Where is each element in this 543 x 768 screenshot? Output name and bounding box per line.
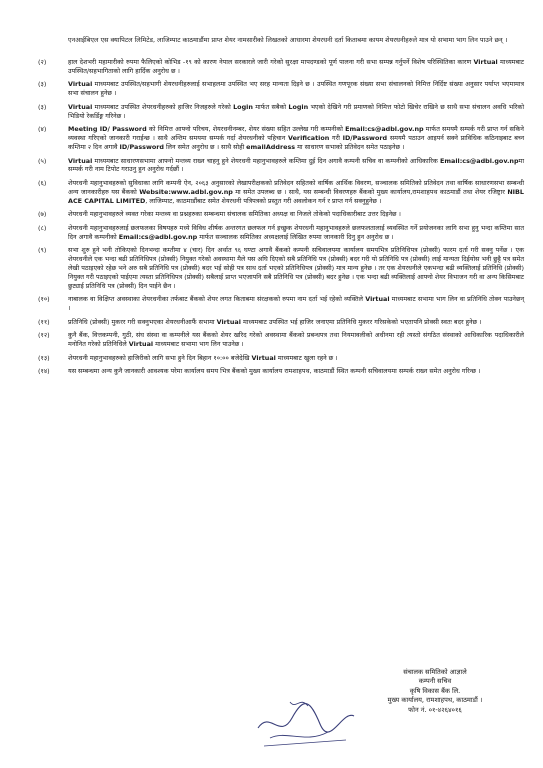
item-text: यस सम्बन्धमा अन्य कुनै जानकारी आवश्यक परेमा कार्यालय समय भित्र बैंकको मुख्य कार्यालय रामशाहपथ, काठमाडौं स्थित कम्पनी सचिवालयमा सम्पर्क राख्न समेत अनुरोध गरिन्छ । xyxy=(68,367,481,376)
list-item xyxy=(36,210,524,219)
item-number: (३) xyxy=(38,102,47,111)
footer-signatory xyxy=(360,668,510,715)
list-item xyxy=(36,103,524,121)
item-number: (५) xyxy=(38,156,47,165)
list-item xyxy=(36,295,524,313)
item-number: (१४) xyxy=(38,367,50,376)
list-item xyxy=(36,318,524,327)
item-text: शेयरधनी महानुभावहरुलाई छलफलका विषयहरु मध्ये विविध शीर्षक अन्तरगत छलफल गर्न इच्छुक शेयरधनी महानुभावहरुले छलफलतालाई व्यवस्थित गर्ने प्रयोजनका लागि सभा हुनु भन्दा कम्तिमा सात दिन अगावै कम्पनीको Email:cs@adbl.gov.np मार्फत सञ्चालक समितिका अध्यक्षलाई लिखित रुपमा जानकारी दिनु हुन अनुरोध छ । xyxy=(68,223,524,241)
item-number: (१०) xyxy=(38,295,50,304)
notice-items-list xyxy=(36,58,524,381)
list-item xyxy=(36,58,524,76)
item-text: हाल देशभरी महामारीको रुपमा फैलिएको कोभिड -१९ को कारण नेपाल सरकारले जारी गरेको सुरक्षा मापदण्डको पूर्ण पालना गरी सभा सम्पन्न गर्नुपर्ने विशेष परिस्थितिका कारण Virtual माध्यमबाट उपस्थित/सहभागिताको लागि हार्दिक अनुरोध छ । xyxy=(68,58,524,75)
item-text: प्रतिनिधि (प्रोक्सी) मुकरर गरी सक्नुभएका शेयरधनीआफैं सभामा Virtual माध्यमबाट उपस्थित भई हाजिर जनाएमा प्रतिनिधि मुकरर गरिसकेको भएतापनि प्रोक्सी स्वतः बदर हुनेछ । xyxy=(68,317,482,326)
item-number: (४) xyxy=(38,125,47,134)
list-item xyxy=(36,179,524,206)
footer-line: संचालक समितिको आज्ञाले xyxy=(403,668,467,676)
list-item xyxy=(36,125,524,152)
item-text: Virtual माध्यमबाट साधारणसभामा आफ्नो मन्तव्य राख्न चाहनु हुने शेयरधनी महानुभावहरुले कम्तिमा दुई दिन अगावै कम्पनी सचिव वा कम्पनीको आधिकारिक Email:cs@adbl.gov.npमा सम्पर्क गरी नाम टिपोट गराउनु हुन अनुरोध गर्दछौं । xyxy=(68,156,524,174)
list-item xyxy=(36,157,524,175)
footer-line: मुख्य कार्यालय, रामशाहपथ, काठमाडौं । xyxy=(387,696,483,705)
item-text: Meeting ID/ Password को निमित्त आफ्नो परिचय, शेयरधनीनम्बर, शेयर संख्या सहित उल्लेख गरी कम्पनीको Email:cs@adbl.gov.np मार्फत समयमै सम्पर्क गरी प्राप्त गर्न सकिने व्यवस्था गरिएको जानकारी गराईन्छ । साथै अन्तिम समयमा सम्पर्क गर्दा शेयरधनीको पहिचान Verification गरी ID/Password समयमै पठाउन आइपर्न सक्ने प्राविधिक कठिनाइबाट बच्न कम्तिमा २ दिन अगावै ID/Password लिन समेत अनुरोध छ । साथै सोही emailAddress मा साधारण सभाको प्रतिवेदन समेत पठाइनेछ । xyxy=(68,125,524,152)
item-text: शेयरधनी महानुभावहरुको हाजिरीको लागि सभा हुने दिन बिहान १०:०० बजेदेखि Virtual माध्यमबाट खुला रहने छ । xyxy=(68,353,338,362)
item-text: Virtual माध्यमबाट उपस्थित/सहभागी शेयरधनीहरुलाई सभाहलमा उपस्थित भए सरह मान्यता दिइने छ । उपस्थित गणपूरक संख्या सभा संचालनको निमित्त निर्दिष्ट संख्या अनुसार पर्याप्त भएमामात्र सभा संचालन हुनेछ । xyxy=(68,80,524,98)
item-text: शेयरधनी महानुभावहरुको सुविधाका लागि कम्पनी ऐन, २०६३ अनुसारको लेखापरीक्षकको प्रतिवेदन सहितको वार्षिक आर्थिक विवरण, सञ्चालक समितिको प्रतिवेदन तथा वार्षिक साधारणसभा सम्बन्धी अन्य जानकारीहरु यस बैंकको Website:www.adbl.gov.np मा समेत उपलब्ध छ । साथै, यस सम्बन्धी विवरणहरु बैंकको मुख्य कार्यालय,रामशाहपथ काठमाडौं तथा शेयर रजिष्ट्रार NIBL ACE CAPITAL LIMITED, लाजिम्पाट, काठमाडौंबाट समेत शेयरधनी पत्रिपत्रको प्रस्तुत गरी अवलोकन गर्न र प्राप्त गर्न सक्नुहुनेछ । xyxy=(68,178,524,205)
list-item xyxy=(36,367,524,376)
item-number: (१३) xyxy=(38,353,50,362)
list-item xyxy=(36,224,524,242)
list-item xyxy=(36,80,524,98)
item-text: नाबालक वा विक्षिप्त अवस्थाका शेयरधनीका तर्फबाट बैंकको शेयर लगत किताबमा संरक्षकको रुपमा नाम दर्ता भई रहेको व्यक्तिले Virtual माध्यमबाट सभामा भाग लिन वा प्रतिनिधि तोक्न पाउनेछन् । xyxy=(68,295,524,313)
item-number: (३) xyxy=(38,80,47,89)
item-number: (९) xyxy=(38,246,47,255)
list-item xyxy=(36,354,524,363)
intro-paragraph: एनआईबिएल एस क्यापिटल लिमिटेड, लाजिम्पाट काठमाडौंमा प्राप्त शेयर नामसारीको लिखतको आधारमा शेयरधनी दर्ता किताबमा कायम शेयरधनीहरुले मात्र यो सभामा भाग लिन पाउने छन् । xyxy=(68,36,508,44)
item-number: (११) xyxy=(38,317,50,326)
item-number: (७) xyxy=(38,210,47,219)
item-number: (१२) xyxy=(38,331,50,340)
item-text: Virtual माध्यमबाट उपस्थित शेयरधनीहरुको हाजिर निजहरुले गरेको Login मार्फत सबैको Login भएको देखिने गरी प्रमाणको निमित्त फोटो खिचेर राखिने छ साथै सभा संचालन अवधि भरिको भिडियो रेकर्डिङ्ग गरिनेछ । xyxy=(68,102,524,120)
item-text: कुनै बैंक, वित्तकम्पनी, गुठी, संघ संस्था वा कम्पनीले यस बैंकको शेयर खरिद गरेको अवस्थामा बैंकको प्रबन्धपत्र तथा नियमावलीको अधीनमा रही त्यस्तो संगठित संस्थाको आधिकारिक पदाधिकारीले मनोनित गरेको प्रतिनिधिले Virtual माध्यमबाट सभामा भाग लिन पाउनेछ । xyxy=(68,331,524,349)
item-text: शेयरधनी महानुभावहरुले व्यक्त गरेका मन्तव्य वा प्रश्नहरुका सम्बन्धमा संचालक समितिका अध्यक्ष वा निजले तोकेको पदाधिकारीबाट उत्तर दिइनेछ । xyxy=(68,210,401,219)
list-item xyxy=(36,246,524,291)
footer-line: कृषि विकास बैंक लि. xyxy=(409,686,461,695)
item-number: (२) xyxy=(38,58,47,66)
footer-line: कम्पनी सचिव xyxy=(418,677,452,686)
item-number: (६) xyxy=(38,178,47,187)
signature-stamp xyxy=(250,680,360,760)
list-item xyxy=(36,331,524,349)
footer-line: फोन नं. ०१-४२६४०१६ xyxy=(408,705,462,714)
item-number: (८) xyxy=(38,223,47,232)
item-text: सभा शुरु हुने भनी तोकिएको दिनभन्दा कम्तीमा ४ (चार) दिन अर्थात ९६ घण्टा अगावै बैंकको कम्पनी सचिवालयमा कार्यालय समयभित्र प्रतिनिधिपत्र (प्रोक्सी) फारम दर्ता गरी सक्नु पर्नेछ । एक शेयरधनीले एक भन्दा बढी प्रतिनिधिपत्र (प्रोक्सी) नियुक्त गरेको अवस्थामा मैले यस अघि दिएको सबै प्रतिनिधि पत्र (प्रोक्सी) बदर गरी यो प्रतिनिधि पत्र (प्रोक्सी) लाई मान्यता दिईयोस भनी छुट्टै पत्र समेत लेखी पठाइएको रहेछ भने अरु सबै प्रतिनिधि पत्र (प्रोक्सी) बदर भई सोही पत्र साथ दर्ता भएको प्रतिनिधिपत्र (प्रोक्सी) मात्र मान्य हुनेछ । तर एक शेयरधनीले एकभन्दा बढी व्यक्तिलाई प्रतिनिधि (प्रोक्सी) नियुक्त गरी पठाइएको पाईएमा त्यस्ता प्रतिनिधिपत्र (प्रोक्सी) सबैलाई प्राप्त भएजापनि सबै प्रतिनिधि पत्र (प्रोक्सी) बदर हुनेछ । एक भन्दा बढी व्यक्तिलाई आफ्नो शेयर विभाजन गरी वा अन्य किसिमबाट छुट्याई प्रतिनिधि पत्र (प्रोक्सी) दिन पाईने छैन । xyxy=(68,246,524,290)
